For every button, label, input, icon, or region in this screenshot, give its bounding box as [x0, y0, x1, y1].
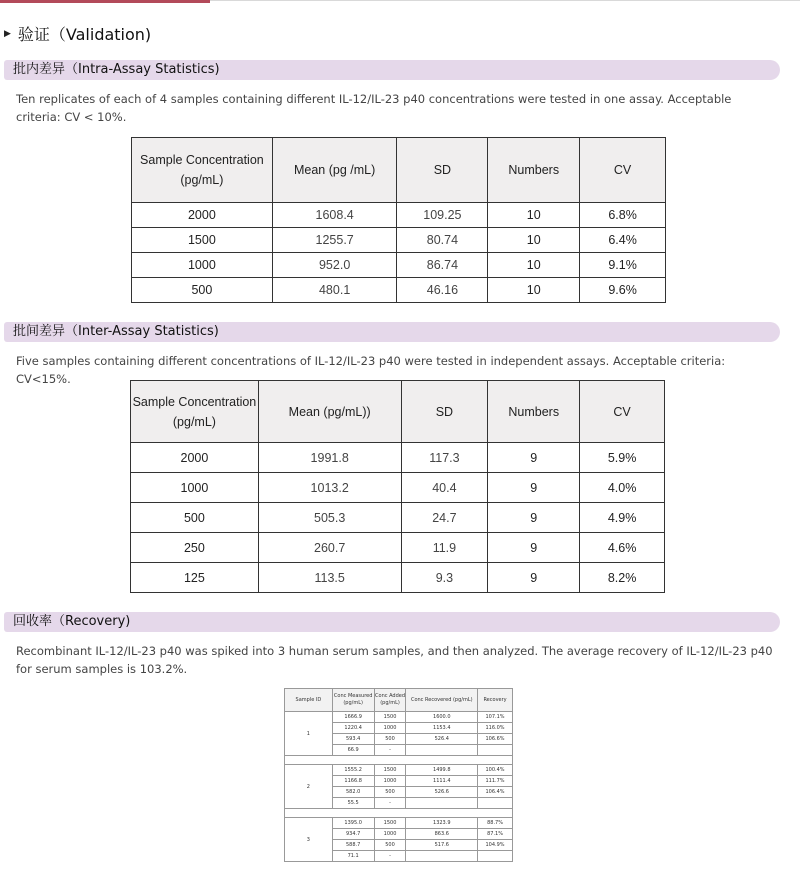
- table-cell: 88.7%: [478, 818, 513, 829]
- column-header: Sample ID: [285, 689, 333, 712]
- table-cell: 100.4%: [478, 765, 513, 776]
- page-title: [4, 22, 151, 45]
- column-header: Numbers: [488, 381, 580, 443]
- table-cell: 500: [374, 787, 406, 798]
- table-cell: [478, 851, 513, 862]
- column-header: Recovery: [478, 689, 513, 712]
- table-cell: [406, 798, 478, 809]
- table-cell: 125: [131, 563, 259, 593]
- table-header-row: [285, 689, 513, 712]
- table-cell: 517.6: [406, 840, 478, 851]
- table-cell: 1000: [131, 473, 259, 503]
- table-cell: 86.74: [397, 253, 488, 278]
- column-header: Sample Concentration (pg/mL): [132, 138, 273, 203]
- column-header: SD: [397, 138, 488, 203]
- recovery-heading: 回收率（Recovery): [4, 612, 780, 632]
- table-cell: 106.4%: [478, 787, 513, 798]
- table-row: [131, 533, 665, 563]
- table-cell: 1500: [132, 228, 273, 253]
- table-cell: 11.9: [401, 533, 488, 563]
- table-cell: 1499.8: [406, 765, 478, 776]
- table-row: [285, 818, 513, 829]
- table-cell: 526.6: [406, 787, 478, 798]
- table-cell: 9.3: [401, 563, 488, 593]
- table-cell: 106.6%: [478, 734, 513, 745]
- inter-assay-heading: 批间差异（Inter-Assay Statistics): [4, 322, 780, 342]
- table-cell: 500: [132, 278, 273, 303]
- table-cell: 87.1%: [478, 829, 513, 840]
- table-cell: 1013.2: [258, 473, 401, 503]
- table-header-row: [132, 138, 666, 203]
- table-cell: 9.1%: [580, 253, 666, 278]
- table-cell: 55.5: [332, 798, 374, 809]
- table-cell: 526.4: [406, 734, 478, 745]
- table-cell: 582.0: [332, 787, 374, 798]
- table-cell: 500: [374, 734, 406, 745]
- table-cell: 1153.4: [406, 723, 478, 734]
- table-cell: 260.7: [258, 533, 401, 563]
- table-cell: -: [374, 745, 406, 756]
- column-header: Conc Measured (pg/mL): [332, 689, 374, 712]
- table-row: [131, 443, 665, 473]
- table-cell: 934.7: [332, 829, 374, 840]
- table-cell: 4.9%: [580, 503, 665, 533]
- table-cell: 593.4: [332, 734, 374, 745]
- table-cell: 10: [488, 228, 580, 253]
- table-cell: 9: [488, 473, 580, 503]
- table-cell: -: [374, 798, 406, 809]
- table-cell: 1500: [374, 712, 406, 723]
- table-cell: 117.3: [401, 443, 488, 473]
- table-cell: 104.9%: [478, 840, 513, 851]
- inter-assay-description: Five samples containing different concentrations of IL-12/IL-23 p40 were tested in independent assays. Acceptable criteria: CV<15%.: [16, 354, 726, 386]
- column-header: Conc Added (pg/mL): [374, 689, 406, 712]
- table-cell: 109.25: [397, 203, 488, 228]
- table-row: [285, 765, 513, 776]
- table-cell: 1000: [374, 829, 406, 840]
- table-cell: 9: [488, 533, 580, 563]
- table-cell: [406, 745, 478, 756]
- table-cell: 1000: [374, 776, 406, 787]
- table-cell: 71.1: [332, 851, 374, 862]
- table-cell: 1500: [374, 818, 406, 829]
- table-cell: 500: [374, 840, 406, 851]
- intra-assay-description: Ten replicates of each of 4 samples containing different IL-12/IL-23 p40 concentrations were tested in one assay. Acceptable criteria: CV < 10%.: [16, 92, 732, 124]
- triangle-right-icon: ▶: [4, 28, 11, 39]
- table-cell: 1166.8: [332, 776, 374, 787]
- table-cell: 500: [131, 503, 259, 533]
- intra-assay-heading: 批内差异（Intra-Assay Statistics): [4, 60, 780, 80]
- table-cell: 1500: [374, 765, 406, 776]
- table-row: [131, 503, 665, 533]
- table-cell: 10: [488, 253, 580, 278]
- table-cell: 2000: [131, 443, 259, 473]
- table-cell: [478, 745, 513, 756]
- table-cell: 10: [488, 278, 580, 303]
- table-cell: 1666.9: [332, 712, 374, 723]
- table-row: [131, 563, 665, 593]
- intra-assay-table: [131, 137, 666, 303]
- table-cell: 588.7: [332, 840, 374, 851]
- top-accent-bar: [0, 0, 210, 3]
- table-cell: 1220.4: [332, 723, 374, 734]
- top-divider: [210, 0, 800, 1]
- column-header: Numbers: [488, 138, 580, 203]
- table-cell: 863.6: [406, 829, 478, 840]
- table-row: [131, 473, 665, 503]
- table-cell: [478, 798, 513, 809]
- page-title-text: 验证（Validation): [17, 25, 152, 44]
- table-cell: 1000: [132, 253, 273, 278]
- table-cell: 107.1%: [478, 712, 513, 723]
- table-cell: 1600.0: [406, 712, 478, 723]
- sample-id-cell: 2: [285, 765, 333, 809]
- table-cell: 9: [488, 443, 580, 473]
- table-cell: 6.4%: [580, 228, 666, 253]
- table-cell: 480.1: [272, 278, 397, 303]
- table-cell: 952.0: [272, 253, 397, 278]
- table-cell: 6.8%: [580, 203, 666, 228]
- table-cell: 4.0%: [580, 473, 665, 503]
- table-cell: 1608.4: [272, 203, 397, 228]
- table-cell: 9: [488, 503, 580, 533]
- recovery-description: Recombinant IL-12/IL-23 p40 was spiked into 3 human serum samples, and then analyzed. The average recovery of IL-12/IL-23 p40 for serum samples is 103.2%.: [16, 644, 773, 676]
- table-cell: 4.6%: [580, 533, 665, 563]
- table-cell: 66.9: [332, 745, 374, 756]
- table-cell: 111.7%: [478, 776, 513, 787]
- column-header: Mean (pg /mL): [272, 138, 397, 203]
- table-cell: 80.74: [397, 228, 488, 253]
- table-header-row: [131, 381, 665, 443]
- table-row: [132, 278, 666, 303]
- table-cell: 46.16: [397, 278, 488, 303]
- table-cell: 505.3: [258, 503, 401, 533]
- column-header: Conc Recovered (pg/mL): [406, 689, 478, 712]
- table-row: [132, 203, 666, 228]
- sample-id-cell: 3: [285, 818, 333, 862]
- table-cell: 40.4: [401, 473, 488, 503]
- table-cell: 1111.4: [406, 776, 478, 787]
- table-cell: 5.9%: [580, 443, 665, 473]
- column-header: CV: [580, 381, 665, 443]
- spacer-row: [285, 809, 513, 818]
- table-cell: 250: [131, 533, 259, 563]
- table-cell: 9: [488, 563, 580, 593]
- table-row: [285, 712, 513, 723]
- column-header: CV: [580, 138, 666, 203]
- table-row: [132, 253, 666, 278]
- table-cell: 116.0%: [478, 723, 513, 734]
- table-cell: 2000: [132, 203, 273, 228]
- table-cell: -: [374, 851, 406, 862]
- table-cell: 1395.0: [332, 818, 374, 829]
- spacer-cell: [285, 809, 513, 818]
- table-cell: 8.2%: [580, 563, 665, 593]
- table-cell: 1000: [374, 723, 406, 734]
- column-header: Mean (pg/mL)): [258, 381, 401, 443]
- spacer-cell: [285, 756, 513, 765]
- table-cell: 10: [488, 203, 580, 228]
- table-cell: 113.5: [258, 563, 401, 593]
- table-cell: [406, 851, 478, 862]
- inter-assay-table: [130, 380, 665, 593]
- table-cell: 1991.8: [258, 443, 401, 473]
- table-cell: 1323.9: [406, 818, 478, 829]
- table-row: [132, 228, 666, 253]
- table-cell: 9.6%: [580, 278, 666, 303]
- column-header: Sample Concentration (pg/mL): [131, 381, 259, 443]
- table-cell: 1255.7: [272, 228, 397, 253]
- sample-id-cell: 1: [285, 712, 333, 756]
- table-cell: 24.7: [401, 503, 488, 533]
- recovery-table: [284, 688, 513, 862]
- spacer-row: [285, 756, 513, 765]
- table-cell: 1555.2: [332, 765, 374, 776]
- column-header: SD: [401, 381, 488, 443]
